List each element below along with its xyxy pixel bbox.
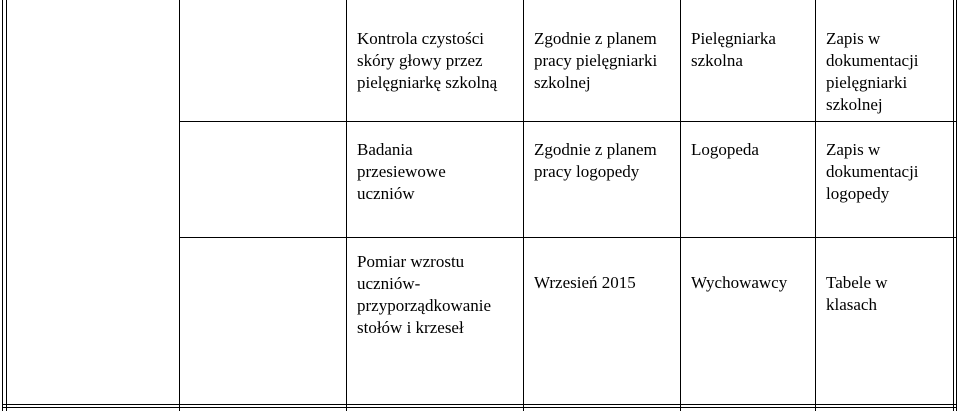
table-border: [2, 0, 3, 411]
cell-evidence: Zapis w dokumentacji pielęgniarki szkolnej: [826, 29, 919, 114]
cell-evidence: Zapis w dokumentacji logopedy: [826, 140, 919, 203]
table-border: [179, 121, 956, 122]
table-border: [179, 0, 180, 411]
table-border: [953, 0, 954, 411]
cell-term: Wrzesień 2015: [534, 273, 636, 292]
table-border: [680, 0, 681, 411]
cell-term: Zgodnie z planem pracy logopedy: [534, 140, 657, 181]
table-border: [956, 0, 957, 411]
cell-evidence: Tabele w klasach: [826, 273, 888, 314]
table-border: [6, 0, 7, 411]
table-border: [346, 0, 347, 411]
cell-activity: Kontrola czystości skóry głowy przez pielęgniarkę szkolną: [357, 29, 498, 92]
table-border: [2, 404, 957, 405]
cell-activity: Badania przesiewowe uczniów: [357, 140, 446, 203]
cell-term: Zgodnie z planem pracy pielęgniarki szkolnej: [534, 29, 658, 92]
cell-responsible: Logopeda: [691, 140, 759, 159]
cell-activity: Pomiar wzrostu uczniów- przyporządkowanie stołów i krzeseł: [357, 252, 492, 337]
table-border: [523, 0, 524, 411]
table-border: [815, 0, 816, 411]
table-border: [179, 237, 956, 238]
cell-responsible: Pielęgniarka szkolna: [691, 29, 776, 70]
cell-responsible: Wychowawcy: [691, 273, 788, 292]
table-border: [2, 407, 957, 408]
